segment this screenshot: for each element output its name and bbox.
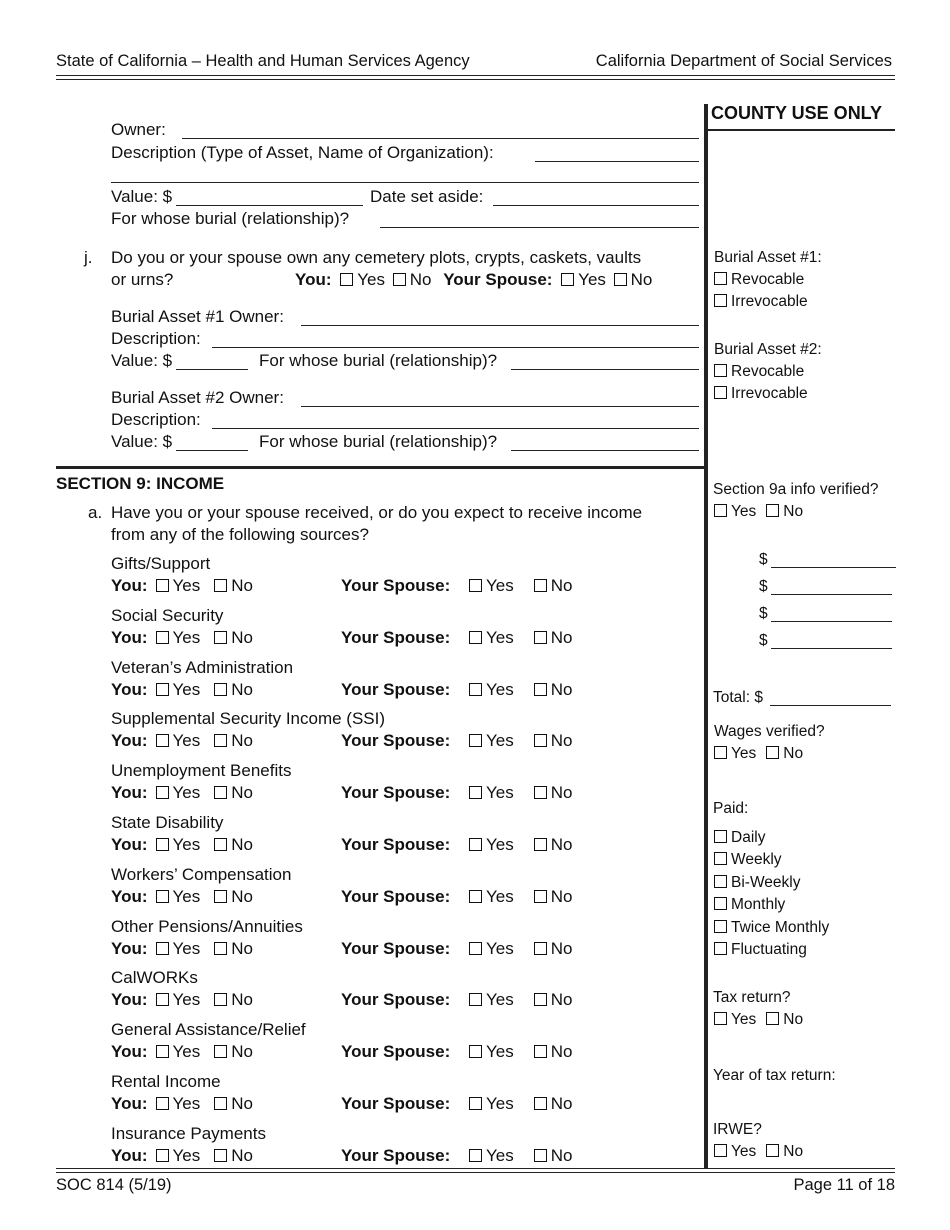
no-label: No (783, 745, 804, 762)
income-source-label: Insurance Payments (111, 1123, 266, 1143)
asset1-for-whose-field[interactable] (511, 369, 699, 370)
yes-label: Yes (486, 938, 514, 958)
no-label: No (550, 990, 573, 1010)
spouse-options (469, 835, 572, 855)
income-source-answers (111, 938, 573, 959)
income-source-label: State Disability (111, 813, 224, 832)
asset2-value-field[interactable] (176, 450, 248, 451)
revocable-label: Revocable (731, 271, 805, 288)
amount-line-1 (759, 551, 768, 569)
county-column-divider (704, 104, 708, 1169)
no-label: No (231, 627, 253, 647)
you-label: You: (111, 783, 148, 803)
you-yes-checkbox[interactable] (156, 838, 169, 851)
income-source-answers (111, 627, 573, 648)
verified-no-checkbox[interactable] (766, 504, 779, 517)
question-a-text-2: from any of the following sources? (111, 525, 369, 544)
no-label: No (550, 886, 573, 906)
amount-line-2 (759, 578, 768, 596)
yes-label: Yes (486, 886, 514, 906)
yes-label: Yes (172, 1145, 201, 1165)
no-label: No (550, 1145, 573, 1165)
wages-verified-options (714, 745, 803, 763)
you-label: You: (111, 835, 148, 854)
no-label: No (550, 731, 573, 751)
no-label: No (231, 1042, 253, 1062)
you-no-checkbox[interactable] (214, 786, 227, 799)
value-label: Value: $ (111, 187, 173, 206)
no-label: No (550, 1094, 573, 1113)
you-no-checkbox[interactable] (214, 579, 227, 592)
pay-option-label: Bi-Weekly (731, 873, 801, 891)
pay-option-checkbox[interactable] (714, 897, 727, 910)
question-a-letter: a. (88, 503, 103, 522)
income-source-label: Rental Income (111, 1072, 221, 1091)
income-source-label: CalWORKs (111, 968, 198, 988)
spouse-label: Your Spouse: (341, 1145, 451, 1165)
asset1-description-label: Description: (111, 329, 201, 348)
yes-label: Yes (486, 576, 514, 595)
you-yes-checkbox[interactable] (156, 579, 169, 592)
irwe-options (714, 1143, 803, 1161)
you-yes-checkbox[interactable] (156, 683, 169, 696)
spouse-options (469, 576, 572, 596)
spouse-options (469, 783, 572, 803)
no-label: No (630, 270, 653, 289)
county-title-rule (708, 129, 895, 131)
spouse-yes-checkbox[interactable] (561, 273, 574, 286)
spouse-options (469, 628, 572, 648)
irrevocable-label: Irrevocable (731, 385, 808, 402)
asset2-description-field[interactable] (212, 428, 699, 429)
amount-line-3 (759, 605, 768, 623)
yes-label: Yes (172, 835, 201, 854)
you-label: You: (111, 679, 148, 699)
yes-label: Yes (731, 1143, 757, 1160)
owner-field[interactable] (182, 138, 699, 139)
income-source-answers (111, 1094, 573, 1114)
spouse-label: Your Spouse: (341, 835, 451, 854)
yes-label: Yes (172, 731, 201, 751)
yes-label: Yes (172, 938, 201, 958)
asset1-value-field[interactable] (176, 369, 248, 370)
county-asset1-revocable (714, 271, 804, 289)
amount-field-2[interactable] (771, 594, 892, 595)
asset1-description-field[interactable] (212, 347, 699, 348)
form-id: SOC 814 (5/19) (56, 1176, 172, 1194)
no-label: No (231, 783, 253, 803)
asset1-value-label: Value: $ (111, 351, 173, 370)
pay-option-label: Twice Monthly (731, 918, 830, 936)
asset2-owner-field[interactable] (301, 406, 699, 407)
spouse-yes-checkbox[interactable] (469, 579, 482, 592)
question-j-answers (295, 270, 652, 290)
income-source-label: Supplemental Security Income (SSI) (111, 709, 386, 729)
spouse-options (469, 1042, 572, 1062)
yes-label: Yes (731, 745, 757, 762)
you-label: You: (111, 576, 148, 595)
asset2-owner-label: Burial Asset #2 Owner: (111, 388, 284, 407)
you-yes-checkbox[interactable] (156, 993, 169, 1006)
yes-label: Yes (486, 1145, 514, 1165)
county-use-title: COUNTY USE ONLY (711, 103, 883, 123)
amount-field-3[interactable] (771, 621, 892, 622)
spouse-label: Your Spouse: (341, 990, 451, 1010)
wages-verified-label: Wages verified? (714, 723, 825, 740)
spouse-label: Your Spouse: (341, 731, 451, 751)
yes-label: Yes (172, 627, 201, 647)
question-j-text: Do you or your spouse own any cemetery plots, crypts, caskets, vaults (111, 248, 642, 267)
you-no-checkbox[interactable] (214, 1097, 227, 1110)
income-source-answers (111, 1145, 573, 1166)
date-set-aside-label: Date set aside: (370, 187, 484, 206)
yes-label: Yes (486, 1042, 514, 1062)
department-name: California Department of Social Services (595, 52, 892, 70)
spouse-no-checkbox[interactable] (614, 273, 627, 286)
year-tax-return-label: Year of tax return: (713, 1067, 836, 1084)
spouse-no-checkbox[interactable] (534, 993, 547, 1006)
you-label: You: (111, 1145, 148, 1165)
question-a-text: Have you or your spouse received, or do you expect to receive income (111, 503, 643, 522)
you-no-checkbox[interactable] (214, 631, 227, 644)
asset1-irrevocable-checkbox[interactable] (714, 294, 727, 307)
wages-no-checkbox[interactable] (766, 746, 779, 759)
income-source-answers (111, 576, 573, 596)
description-field[interactable] (535, 161, 699, 162)
spouse-no-checkbox[interactable] (534, 734, 547, 747)
spouse-yes-checkbox[interactable] (469, 734, 482, 747)
yes-label: Yes (172, 783, 201, 803)
you-label: You: (111, 886, 148, 906)
yes-label: Yes (357, 270, 385, 289)
no-label: No (231, 938, 253, 958)
pay-option-checkbox[interactable] (714, 875, 727, 888)
owner-label: Owner: (111, 120, 166, 139)
no-label: No (231, 1094, 253, 1113)
income-source-answers (111, 731, 573, 751)
spouse-options (469, 887, 572, 907)
asset2-for-whose-field[interactable] (511, 450, 699, 451)
spouse-yes-checkbox[interactable] (469, 993, 482, 1006)
pay-option-label: Fluctuating (731, 941, 807, 958)
you-yes-checkbox[interactable] (156, 786, 169, 799)
income-source-label: Unemployment Benefits (111, 761, 292, 781)
irrevocable-label: Irrevocable (731, 293, 808, 310)
spouse-options (469, 1094, 572, 1114)
spouse-label: Your Spouse: (341, 886, 451, 906)
asset2-irrevocable-checkbox[interactable] (714, 386, 727, 399)
you-yes-checkbox[interactable] (340, 273, 353, 286)
income-source-answers (111, 679, 573, 700)
value-field[interactable] (176, 205, 363, 206)
no-label: No (231, 835, 253, 854)
section-9-rule (56, 466, 706, 469)
page-number: Page 11 of 18 (793, 1176, 895, 1194)
spouse-label: Your Spouse: (341, 576, 451, 595)
description-field-2[interactable] (111, 182, 699, 183)
yes-label: Yes (486, 627, 514, 647)
yes-label: Yes (486, 1094, 514, 1113)
income-source-label: General Assistance/Relief (111, 1020, 306, 1040)
date-set-aside-field[interactable] (493, 205, 699, 206)
pay-option-label: Monthly (731, 896, 786, 914)
asset1-for-whose-label: For whose burial (relationship)? (259, 351, 498, 370)
yes-label: Yes (172, 1042, 201, 1062)
income-source-label: Other Pensions/Annuities (111, 916, 303, 936)
pay-option-label: Weekly (731, 851, 782, 869)
income-source-label: Social Security (111, 605, 224, 625)
you-no-checkbox[interactable] (214, 890, 227, 903)
spouse-no-checkbox[interactable] (534, 1097, 547, 1110)
you-no-checkbox[interactable] (214, 993, 227, 1006)
no-label: No (783, 1143, 804, 1160)
asset2-revocable-checkbox[interactable] (714, 364, 727, 377)
no-label: No (231, 1145, 253, 1165)
yes-label: Yes (486, 679, 514, 699)
yes-label: Yes (486, 990, 514, 1010)
income-source-answers (111, 886, 573, 907)
spouse-no-checkbox[interactable] (534, 683, 547, 696)
pay-option (714, 874, 800, 892)
income-source-answers (111, 990, 573, 1010)
county-asset1-irrevocable (714, 293, 808, 311)
you-no-checkbox[interactable] (214, 942, 227, 955)
spouse-label: Your Spouse: (341, 679, 451, 699)
pay-option (714, 941, 807, 959)
tax-no-checkbox[interactable] (766, 1012, 779, 1025)
asset1-revocable-checkbox[interactable] (714, 272, 727, 285)
section-9-title: SECTION 9: INCOME (56, 474, 225, 493)
yes-label: Yes (578, 270, 606, 289)
you-yes-checkbox[interactable] (156, 631, 169, 644)
tax-return-label: Tax return? (713, 989, 791, 1006)
you-yes-checkbox[interactable] (156, 890, 169, 903)
yes-label: Yes (172, 886, 201, 906)
yes-label: Yes (486, 731, 514, 751)
spouse-no-checkbox[interactable] (534, 1149, 547, 1162)
county-asset2-revocable (714, 363, 804, 381)
spouse-label: Your Spouse: (341, 1094, 451, 1113)
tax-return-options (714, 1011, 803, 1029)
spouse-options (469, 990, 572, 1010)
amount-field-4[interactable] (771, 648, 892, 649)
you-label: You: (111, 990, 148, 1010)
header-rule (56, 75, 895, 76)
no-label: No (783, 1011, 804, 1028)
yes-label: Yes (172, 679, 201, 699)
yes-label: Yes (486, 783, 514, 803)
county-burial-asset1-label: Burial Asset #1: (714, 249, 822, 266)
pay-option-checkbox[interactable] (714, 830, 727, 843)
no-label: No (550, 576, 573, 595)
revocable-label: Revocable (731, 363, 805, 380)
no-label: No (231, 990, 253, 1010)
pay-option-label: Daily (731, 829, 766, 846)
income-source-label: Gifts/Support (111, 554, 211, 573)
you-label: You: (111, 627, 148, 647)
spouse-yes-checkbox[interactable] (469, 683, 482, 696)
yes-label: Yes (172, 990, 201, 1010)
no-label: No (783, 503, 804, 520)
you-no-checkbox[interactable] (214, 683, 227, 696)
asset1-owner-label: Burial Asset #1 Owner: (111, 307, 284, 326)
paid-label: Paid: (713, 800, 749, 817)
no-label: No (550, 783, 573, 803)
irwe-yes-checkbox[interactable] (714, 1144, 727, 1157)
you-yes-checkbox[interactable] (156, 1097, 169, 1110)
asset2-value-label: Value: $ (111, 432, 173, 451)
no-label: No (550, 627, 573, 647)
income-source-answers (111, 1042, 573, 1062)
spouse-label: Your Spouse: (443, 270, 553, 289)
question-j-text-2: or urns? (111, 270, 174, 289)
wages-yes-checkbox[interactable] (714, 746, 727, 759)
footer-rule (56, 1168, 895, 1169)
dollar-sign: $ (759, 578, 768, 595)
you-no-checkbox[interactable] (214, 1045, 227, 1058)
spouse-options (469, 680, 572, 700)
pay-option (714, 896, 785, 914)
income-source-answers (111, 783, 573, 803)
you-label: You: (111, 731, 148, 751)
spouse-label: Your Spouse: (341, 783, 451, 803)
you-label: You: (111, 1042, 148, 1062)
you-no-checkbox[interactable] (214, 734, 227, 747)
pay-option (714, 919, 829, 937)
spouse-yes-checkbox[interactable] (469, 1149, 482, 1162)
irwe-label: IRWE? (713, 1121, 762, 1138)
county-asset2-irrevocable (714, 385, 808, 403)
spouse-label: Your Spouse: (341, 938, 451, 958)
you-yes-checkbox[interactable] (156, 734, 169, 747)
you-yes-checkbox[interactable] (156, 942, 169, 955)
county-verified-options (714, 503, 803, 521)
yes-label: Yes (486, 835, 514, 854)
total-label: Total: $ (713, 689, 763, 706)
you-label: You: (111, 938, 148, 958)
spouse-yes-checkbox[interactable] (469, 631, 482, 644)
amount-field-1[interactable] (771, 567, 896, 568)
no-label: No (409, 270, 432, 289)
yes-label: Yes (731, 1011, 757, 1028)
yes-label: Yes (172, 1094, 201, 1113)
spouse-no-checkbox[interactable] (534, 838, 547, 851)
spouse-options (469, 731, 572, 751)
for-whose-burial-field[interactable] (380, 227, 699, 228)
spouse-yes-checkbox[interactable] (469, 838, 482, 851)
you-no-checkbox[interactable] (393, 273, 406, 286)
no-label: No (550, 679, 573, 699)
asset2-description-label: Description: (111, 410, 201, 429)
dollar-sign: $ (759, 551, 768, 568)
county-burial-asset2-label: Burial Asset #2: (714, 341, 822, 358)
spouse-yes-checkbox[interactable] (469, 786, 482, 799)
agency-name: State of California – Health and Human Services Agency (56, 52, 470, 70)
you-label: You: (295, 270, 332, 289)
pay-option-checkbox[interactable] (714, 920, 727, 933)
no-label: No (231, 731, 253, 751)
question-j-letter: j. (84, 248, 93, 267)
for-whose-burial-label: For whose burial (relationship)? (111, 209, 350, 228)
pay-option-checkbox[interactable] (714, 942, 727, 955)
spouse-no-checkbox[interactable] (534, 579, 547, 592)
pay-option (714, 829, 765, 847)
spouse-yes-checkbox[interactable] (469, 1045, 482, 1058)
footer-rule-2 (56, 1172, 895, 1173)
you-label: You: (111, 1094, 148, 1113)
county-verified-label: Section 9a info verified? (713, 481, 879, 498)
header-rule-2 (56, 79, 895, 80)
income-source-answers (111, 835, 573, 855)
you-yes-checkbox[interactable] (156, 1149, 169, 1162)
description-label: Description (Type of Asset, Name of Organization): (111, 143, 494, 162)
spouse-no-checkbox[interactable] (534, 1045, 547, 1058)
spouse-no-checkbox[interactable] (534, 786, 547, 799)
amount-line-4 (759, 632, 768, 650)
dollar-sign: $ (759, 632, 768, 649)
yes-label: Yes (172, 576, 201, 595)
no-label: No (550, 938, 573, 958)
tax-yes-checkbox[interactable] (714, 1012, 727, 1025)
pay-option-checkbox[interactable] (714, 852, 727, 865)
asset2-for-whose-label: For whose burial (relationship)? (259, 432, 498, 451)
spouse-label: Your Spouse: (341, 627, 451, 647)
asset1-owner-field[interactable] (301, 325, 699, 326)
spouse-no-checkbox[interactable] (534, 890, 547, 903)
no-label: No (231, 886, 253, 906)
irwe-no-checkbox[interactable] (766, 1144, 779, 1157)
verified-yes-checkbox[interactable] (714, 504, 727, 517)
income-source-label: Veteran’s Administration (111, 657, 294, 677)
you-yes-checkbox[interactable] (156, 1045, 169, 1058)
income-source-label: Workers’ Compensation (111, 864, 292, 884)
spouse-no-checkbox[interactable] (534, 631, 547, 644)
pay-option (714, 851, 782, 869)
spouse-yes-checkbox[interactable] (469, 1097, 482, 1110)
spouse-yes-checkbox[interactable] (469, 942, 482, 955)
spouse-yes-checkbox[interactable] (469, 890, 482, 903)
yes-label: Yes (731, 503, 757, 520)
spouse-options (469, 939, 572, 959)
no-label: No (231, 679, 253, 699)
no-label: No (231, 576, 253, 595)
spouse-label: Your Spouse: (341, 1042, 451, 1062)
no-label: No (550, 835, 573, 854)
you-no-checkbox[interactable] (214, 838, 227, 851)
dollar-sign: $ (759, 605, 768, 622)
total-field[interactable] (770, 705, 891, 706)
spouse-options (469, 1146, 572, 1166)
you-no-checkbox[interactable] (214, 1149, 227, 1162)
spouse-no-checkbox[interactable] (534, 942, 547, 955)
no-label: No (550, 1042, 573, 1062)
